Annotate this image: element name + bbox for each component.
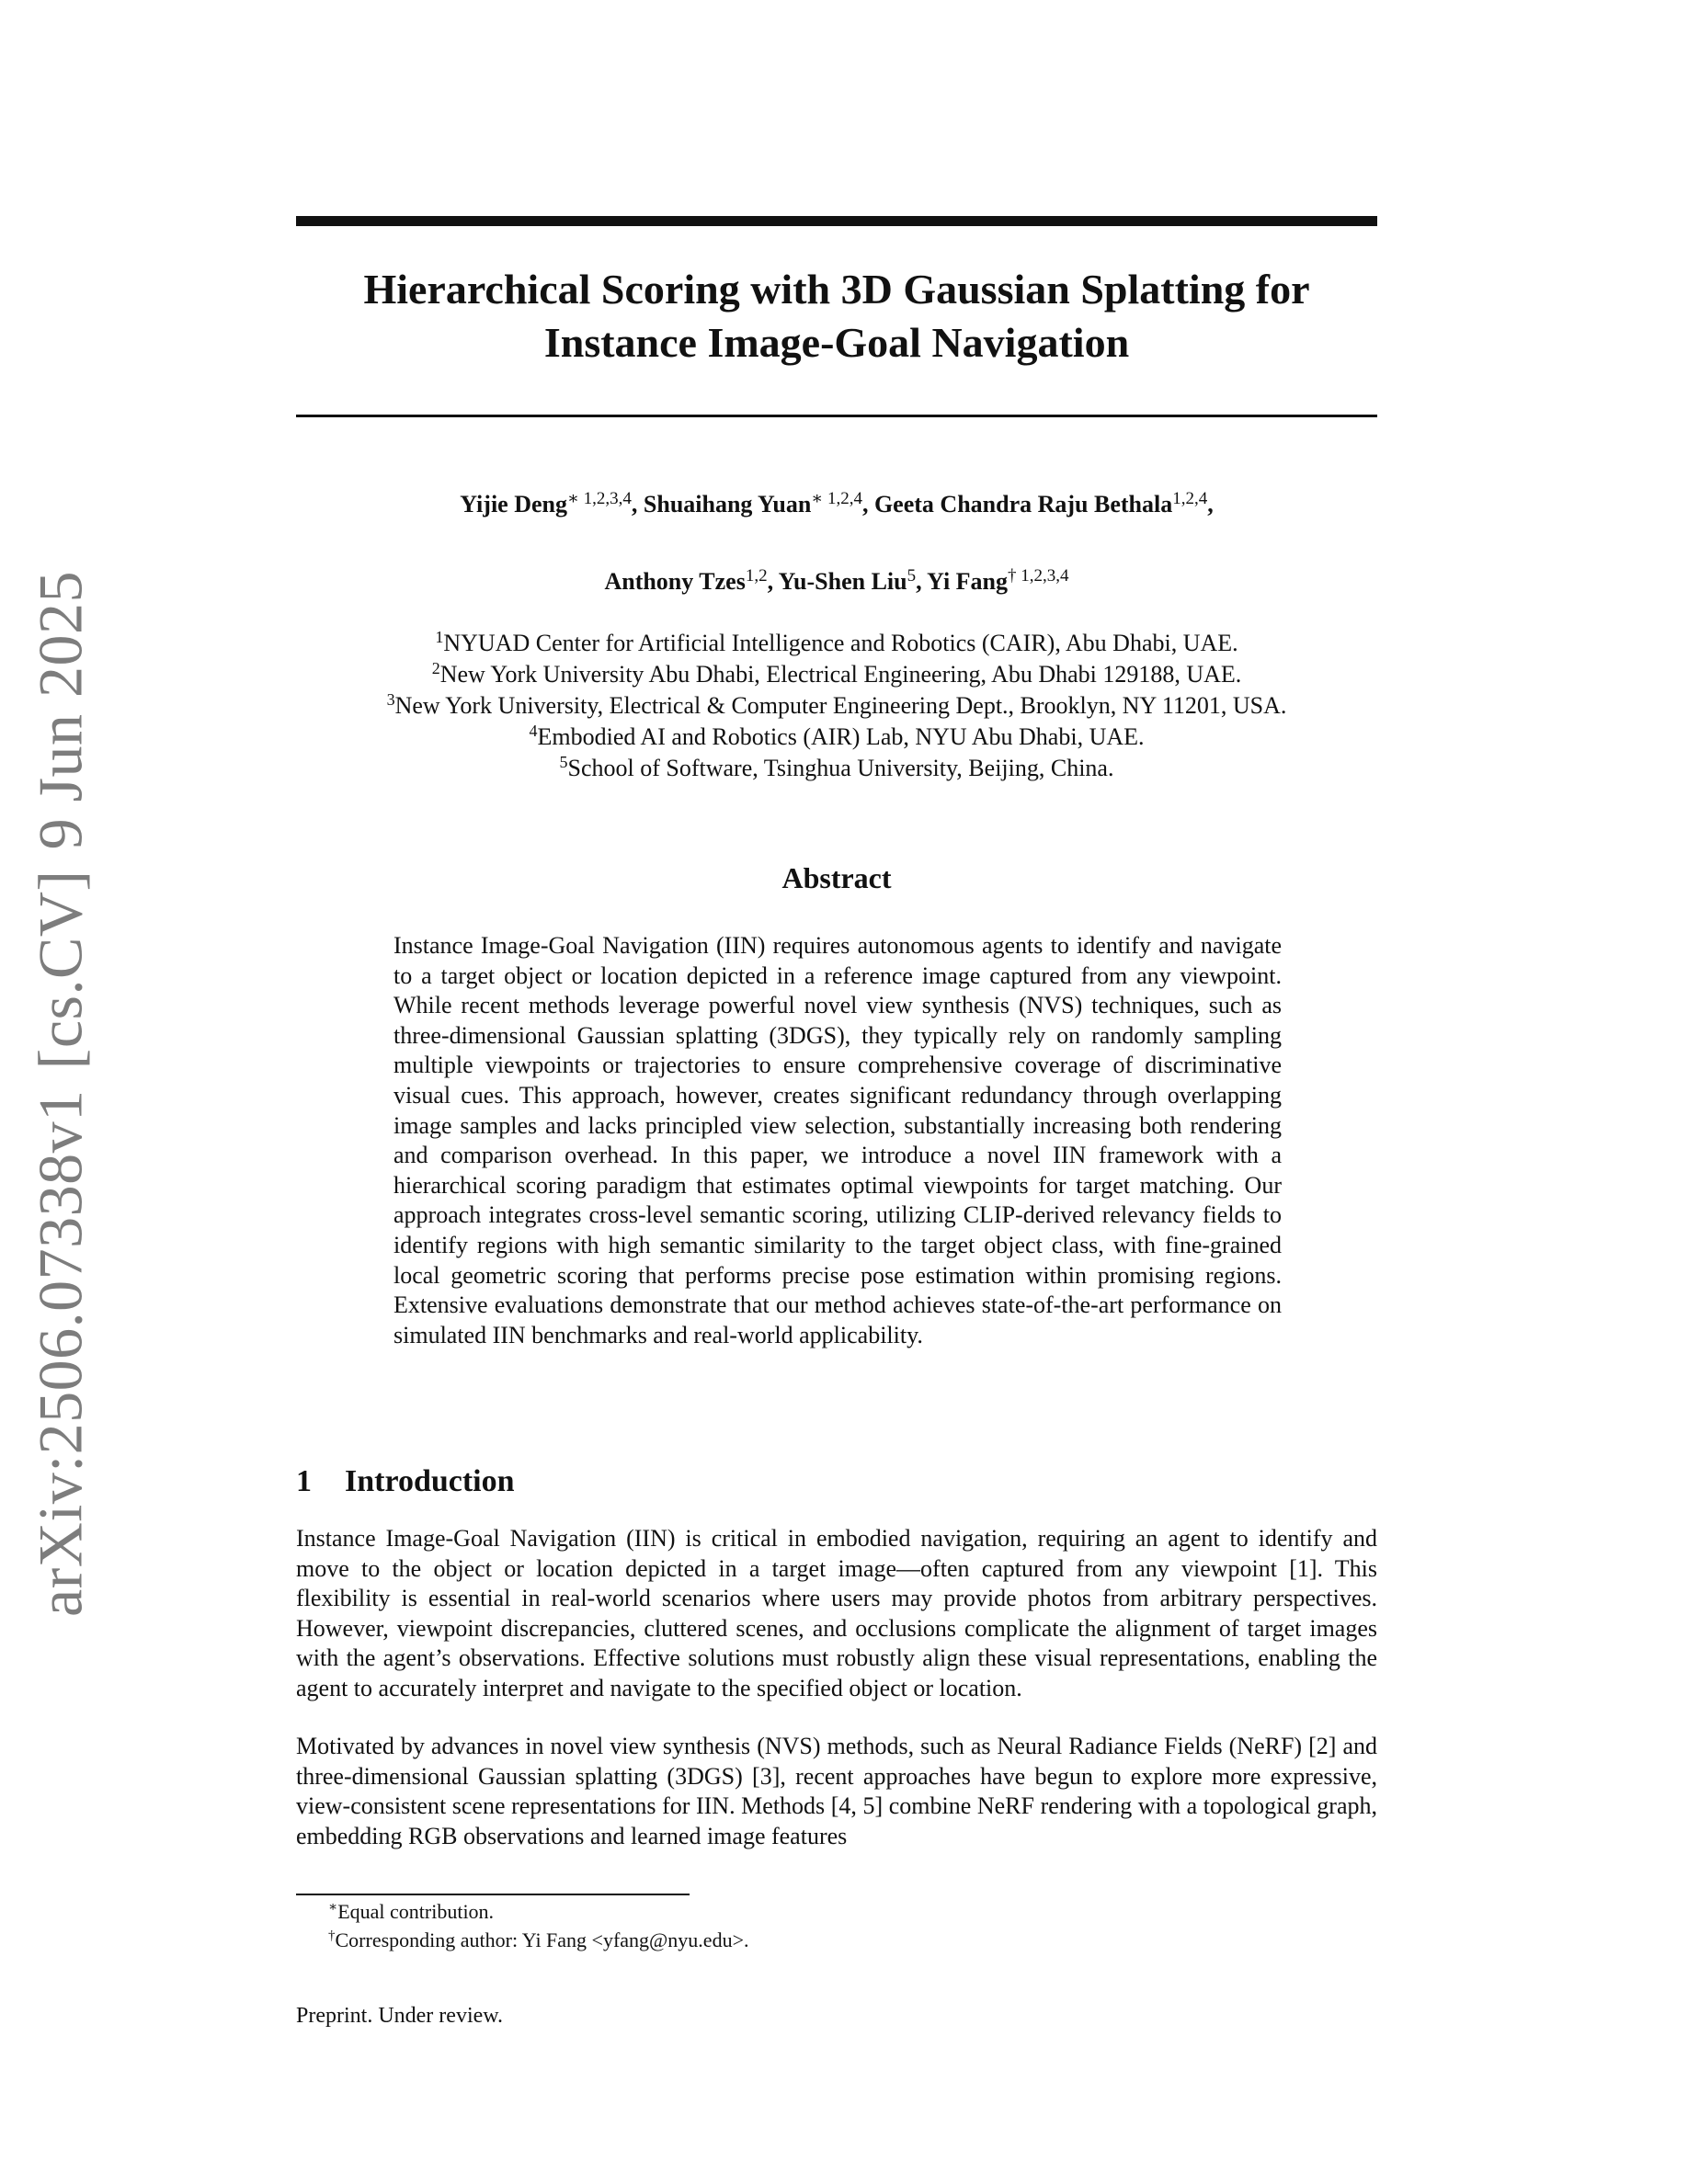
intro-paragraph-2: Motivated by advances in novel view synthesis (NVS) methods, such as Neural Radiance Fields (NeRF) [2] and three-dimensional Gaussian splatting (3DGS) [3], recent approaches have begun to explore more expressive, view-consistent scene representations for IIN. Methods [4, 5] combine NeRF rendering with a topological graph, embedding RGB observations and learned image features bbox=[296, 1733, 1377, 1849]
arxiv-category: [cs.CV] bbox=[25, 870, 96, 1070]
affiliation-item: $^3$New York University, Electrical & Computer Engineering Dept., Brooklyn, NY 11201, USA. bbox=[386, 690, 1287, 719]
section-heading-introduction bbox=[296, 1463, 515, 1500]
author-line-2 bbox=[296, 566, 1377, 597]
abstract-body: Instance Image-Goal Navigation (IIN) requires autonomous agents to identify and navigate to a target object or location depicted in a reference image captured from any viewpoint. While recent methods leverage powerful novel view synthesis (NVS) techniques, such as three-dimensional Gaussian splatting (3DGS), they typically rely on randomly sampling multiple viewpoints or trajectories to ensure comprehensive coverage of discriminative visual cues. This approach, however, creates significant redundancy through overlapping image samples and lacks principled view selection, substantially increasing both rendering and comparison overhead. In this paper, we introduce a novel IIN framework with a hierarchical scoring paradigm that estimates optimal viewpoints for target matching. Our approach integrates cross-level semantic scoring, utilizing CLIP-derived relevancy fields to identify regions with high semantic similarity to the target object class, with fine-grained local geometric scoring that performs precise pose estimation within promising regions. Extensive evaluations demonstrate that our method achieves state-of-the-art performance on simulated IIN benchmarks and real-world applicability. bbox=[393, 932, 1282, 1348]
author: Yu-Shen Liu$^5$, bbox=[778, 566, 928, 595]
paper-title bbox=[296, 263, 1377, 370]
affiliation-item: $^5$School of Software, Tsinghua University, Beijing, China. bbox=[559, 753, 1114, 781]
arxiv-id: arXiv:2506.07338v1 bbox=[25, 1089, 96, 1618]
intro-paragraph-1: Instance Image-Goal Navigation (IIN) is critical in embodied navigation, requiring an agent to identify and move to the object or location depicted in a target image—often captured from any viewpoint [1]. This flexibility is essential in real-world scenarios where users may provide photos from arbitrary perspectives. However, viewpoint discrepancies, cluttered scenes, and occlusions complicate the alignment of target images with the agent’s observations. Effective solutions must robustly align these visual representations, enabling the agent to accurately interpret and navigate to the specified object or location. bbox=[296, 1525, 1377, 1701]
section-title: Introduction bbox=[345, 1464, 515, 1498]
abstract-heading: Abstract bbox=[781, 861, 892, 894]
affiliation-item: $^2$New York University Abu Dhabi, Electrical Engineering, Abu Dhabi 129188, UAE. bbox=[431, 659, 1242, 688]
affiliations bbox=[296, 628, 1377, 784]
author: Anthony Tzes$^{1,2}$, bbox=[604, 566, 779, 595]
paper-title-line-2: Instance Image-Goal Navigation bbox=[543, 319, 1130, 366]
arxiv-identifier-stamp bbox=[25, 571, 97, 1617]
footnote-item: †Corresponding author: Yi Fang <yfang@nyu.edu>. bbox=[328, 1928, 749, 1951]
title-bottom-rule bbox=[296, 415, 1377, 417]
paper-title-line-1: Hierarchical Scoring with 3D Gaussian Splatting for bbox=[363, 266, 1310, 313]
affiliation-item: $^1$NYUAD Center for Artificial Intelligence and Robotics (CAIR), Abu Dhabi, UAE. bbox=[435, 628, 1238, 656]
author: Yijie Deng$^{∗ 1,2,3,4}$, bbox=[460, 489, 644, 518]
section-number: 1 bbox=[296, 1464, 312, 1498]
preprint-notice: Preprint. Under review. bbox=[296, 2004, 504, 2028]
author: Geeta Chandra Raju Bethala$^{1,2,4}$, bbox=[873, 489, 1214, 518]
arxiv-date: 9 Jun 2025 bbox=[25, 570, 96, 850]
author-line-1 bbox=[296, 489, 1377, 520]
author: Yi Fang$^{\dagger 1,2,3,4}$ bbox=[927, 566, 1069, 595]
title-top-rule bbox=[296, 216, 1377, 226]
footnote-rule bbox=[296, 1894, 690, 1895]
author: Shuaihang Yuan$^{∗ 1,2,4}$, bbox=[643, 489, 874, 518]
affiliation-item: $^4$Embodied AI and Robotics (AIR) Lab, NYU Abu Dhabi, UAE. bbox=[529, 722, 1145, 750]
footnotes bbox=[296, 1897, 1377, 1954]
footnote-item: ∗Equal contribution. bbox=[328, 1900, 495, 1923]
